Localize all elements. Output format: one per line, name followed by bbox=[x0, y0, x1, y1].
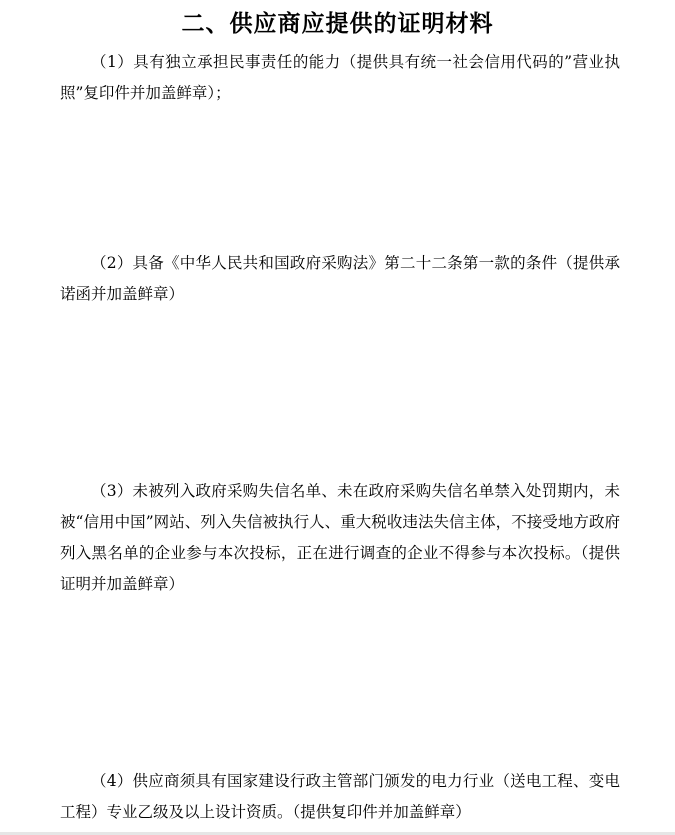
section-title: 二、供应商应提供的证明材料 bbox=[181, 10, 494, 37]
requirement-paragraph-2: （2）具备《中华人民共和国政府采购法》第二十二条第一款的条件（提供承诺函并加盖鲜章） bbox=[60, 254, 620, 303]
requirement-paragraph-3: （3）未被列入政府采购失信名单、未在政府采购失信名单禁入处罚期内，未被“信用中国”网站、列入失信被执行人、重大税收违法失信主体，不接受地方政府列入黑名单的企业参与本次投标，正在进行调查的企业不得参与本次投标。（提供证明并加盖鲜章） bbox=[60, 482, 620, 593]
requirement-paragraph-4: （4）供应商须具有国家建设行政主管部门颁发的电力行业（送电工程、变电工程）专业乙级及以上设计资质。（提供复印件并加盖鲜章） bbox=[60, 772, 620, 821]
requirement-paragraph-1: （1）具有独立承担民事责任的能力（提供具有统一社会信用代码的”营业执照”复印件并加盖鲜章）； bbox=[60, 53, 620, 102]
